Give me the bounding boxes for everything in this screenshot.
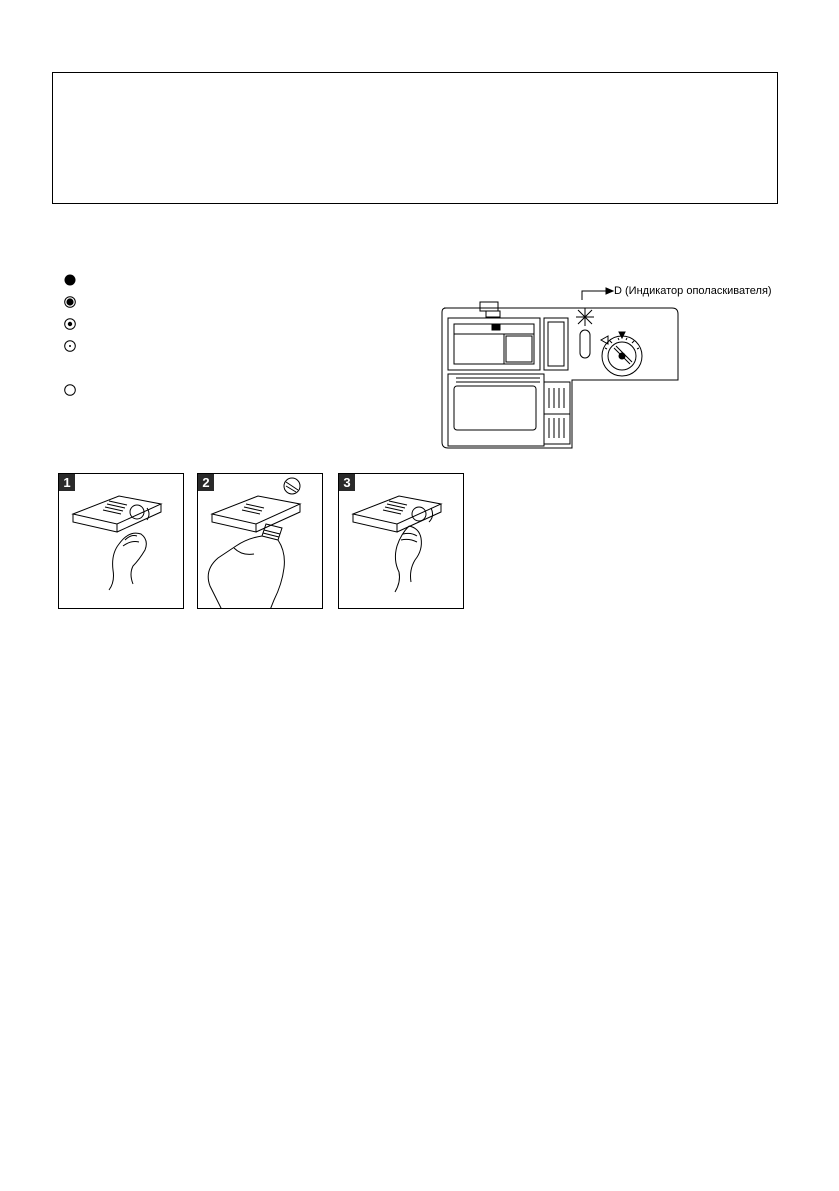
rinse-indicator-label: D (Индикатор ополаскивателя) — [614, 285, 772, 297]
close-cap-illustration — [339, 474, 464, 609]
empty-ring-icon — [64, 384, 76, 396]
step-panel-1 — [58, 473, 184, 609]
large-ring-dot-icon — [64, 296, 76, 308]
dispenser-drawing — [432, 278, 772, 452]
step-number: 1 — [59, 474, 75, 491]
notice-box — [52, 72, 778, 204]
fill-bottle-illustration — [198, 474, 323, 609]
step-number: 2 — [198, 474, 214, 491]
step-panel-3 — [338, 473, 464, 609]
medium-ring-dot-icon — [64, 318, 76, 330]
dispenser-diagram — [432, 278, 772, 452]
rinse-level-indicator-list — [64, 272, 84, 402]
step-panel-2 — [197, 473, 323, 609]
filled-dot-icon — [64, 274, 76, 286]
small-ring-dot-icon — [64, 340, 76, 352]
step-number: 3 — [339, 474, 355, 491]
open-cap-illustration — [59, 474, 184, 609]
